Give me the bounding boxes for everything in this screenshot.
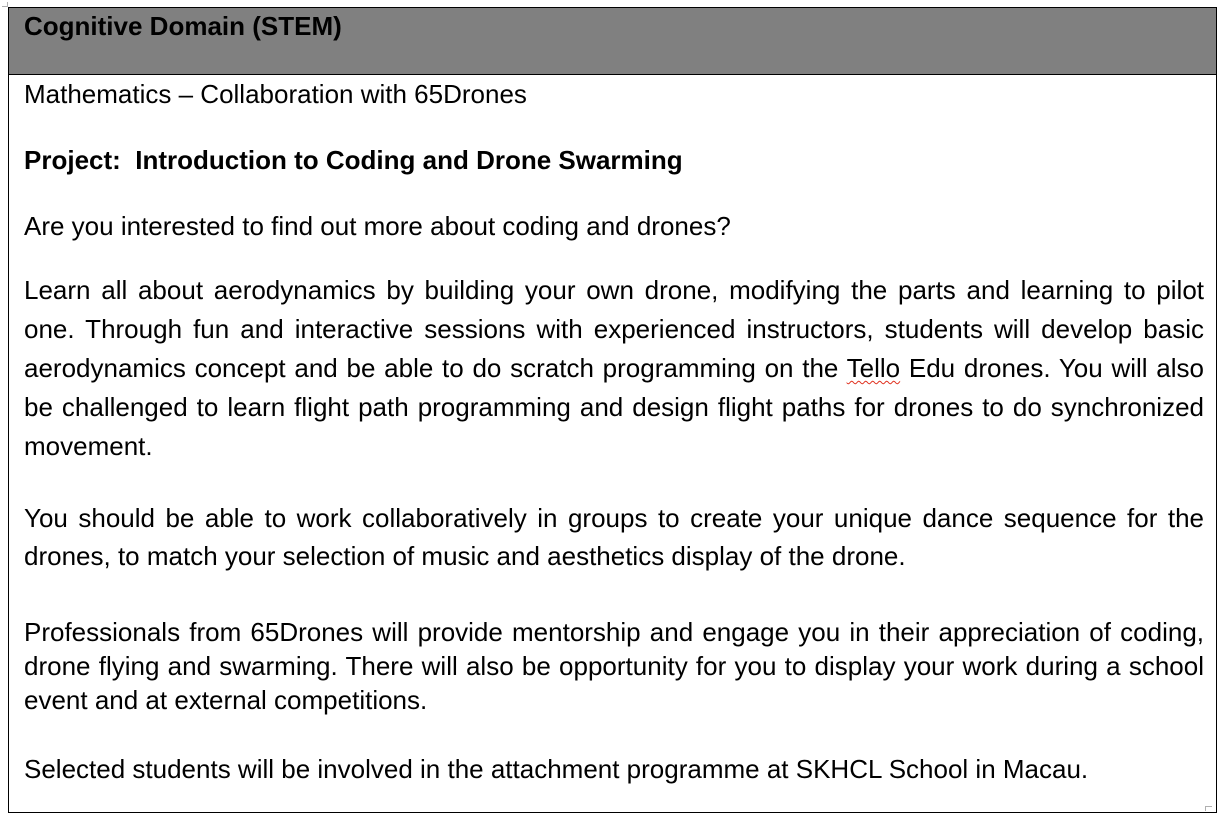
table-header-row: [9, 8, 1216, 75]
paragraph-attachment[interactable]: Selected students will be involved in the attachment programme at SKHCL School in Macau.: [24, 754, 1089, 784]
table-resize-handle[interactable]: [1205, 806, 1212, 811]
question-text[interactable]: Are you interested to find out more about coding and drones?: [24, 211, 731, 241]
paragraph-aerodynamics-part-1: Learn all about aerodynamics by building your own drone, modifying the parts and learning to pilot one. Through fun and interactive sessions with experienced instructors, students will develop basic aerodynamics concept and be able to do scratch programming on the: [24, 275, 1204, 383]
document-table: [8, 7, 1217, 813]
table-header-title[interactable]: Cognitive Domain (STEM): [24, 11, 342, 41]
project-heading[interactable]: Project: Introduction to Coding and Drone Swarming: [24, 145, 683, 175]
spellcheck-flagged-word[interactable]: Tello: [846, 353, 901, 383]
paragraph-professionals[interactable]: Professionals from 65Drones will provide mentorship and engage you in their appreciation of coding, drone flying and swarming. There will also be opportunity for you to display your work during a school event and at external competitions.: [24, 617, 1204, 715]
paragraph-aerodynamics[interactable]: [24, 271, 1204, 466]
paragraph-collaboration[interactable]: You should be able to work collaboratively in groups to create your unique dance sequence for the drones, to match your selection of music and aesthetics display of the drone.: [24, 503, 1204, 571]
paragraph-aerodynamics-part-2: Edu drones. You will also be challenged to learn flight path programming and design flight paths for drones to do synchronized movement.: [24, 353, 1204, 461]
subtitle-text[interactable]: Mathematics – Collaboration with 65Drones: [24, 79, 527, 109]
